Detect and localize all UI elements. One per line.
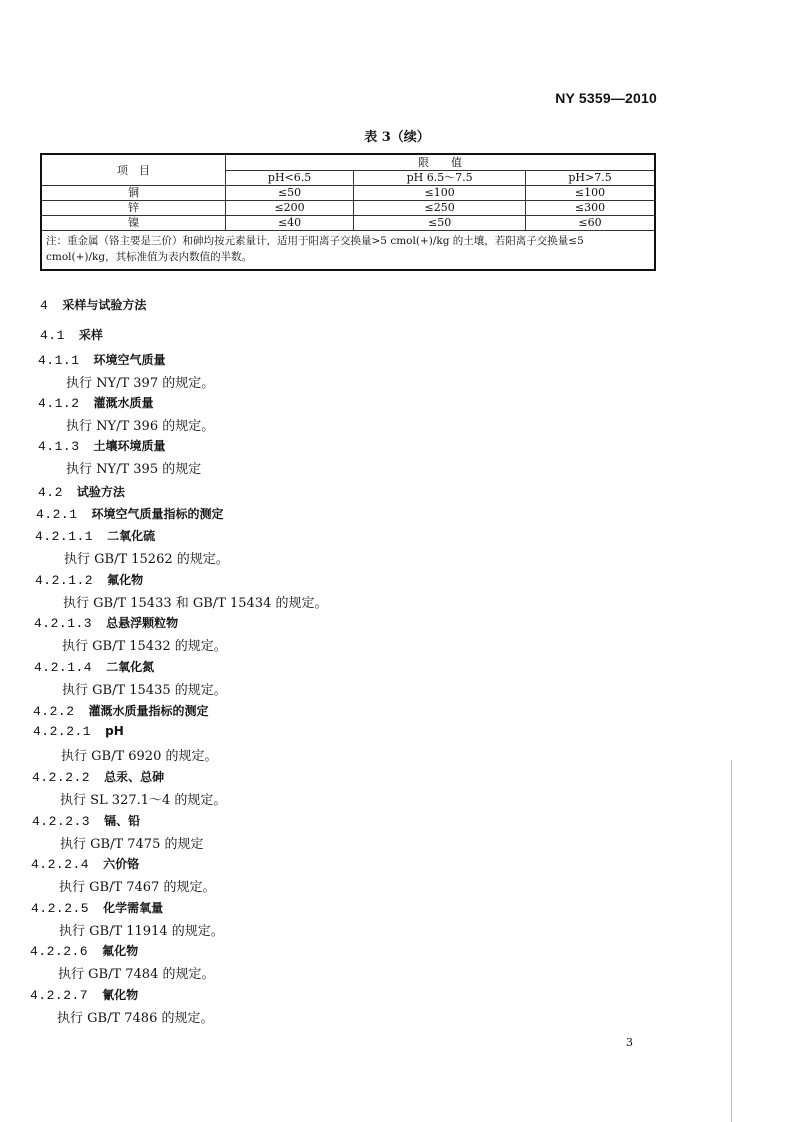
section-text: 执行 GB/T 11914 的规定。	[59, 924, 224, 939]
section-heading: 4.2 试验方法	[38, 485, 125, 500]
table-note: 注：重金属（铬主要是三价）和砷均按元素量计，适用于阳离子交换量>5 cmol(+)/kg 的土壤，若阳离子交换量≤5 cmol(+)/kg，其标准值为表内数值的半数。	[41, 231, 655, 271]
section-text: 执行 GB/T 7486 的规定。	[57, 1011, 214, 1026]
section-heading: 4.1.1 环境空气质量	[38, 353, 166, 368]
limits-table	[40, 153, 656, 271]
row-item: 锌	[41, 201, 226, 216]
row-item: 镍	[41, 216, 226, 231]
section-heading: 4.1.2 灌溉水质量	[38, 396, 154, 411]
cell-value: ≤300	[526, 201, 655, 216]
section-text: 执行 NY/T 395 的规定	[66, 462, 202, 477]
subheader-ph-mid: pH 6.5～7.5	[354, 171, 526, 186]
table-row	[41, 201, 655, 216]
section-text: 执行 GB/T 6920 的规定。	[61, 749, 218, 764]
section-heading: 4 采样与试验方法	[40, 298, 147, 313]
cell-value: ≤100	[526, 186, 655, 201]
section-heading: 4.2.1.2 氟化物	[35, 573, 144, 588]
section-heading: 4.2.2 灌溉水质量指标的测定	[33, 704, 209, 719]
cell-value: ≤200	[226, 201, 354, 216]
table-row	[41, 186, 655, 201]
section-text: 执行 NY/T 397 的规定。	[66, 376, 215, 391]
section-heading: 4.1.3 土壤环境质量	[38, 439, 166, 454]
table-header-row	[41, 154, 655, 171]
section-heading: 4.2.1.4 二氧化氮	[34, 660, 155, 675]
cell-value: ≤60	[526, 216, 655, 231]
section-heading: 4.2.2.3 镉、铅	[32, 814, 141, 829]
cell-value: ≤250	[354, 201, 526, 216]
header-item: 项 目	[41, 154, 226, 186]
subheader-ph-high: pH>7.5	[526, 171, 655, 186]
table-row	[41, 216, 655, 231]
row-item: 铜	[41, 186, 226, 201]
section-heading: 4.2.1 环境空气质量指标的测定	[36, 507, 224, 522]
section-heading: 4.2.2.2 总汞、总砷	[32, 770, 165, 785]
section-heading: 4.2.1.1 二氧化硫	[35, 529, 156, 544]
section-text: 执行 GB/T 7467 的规定。	[59, 880, 216, 895]
section-text: 执行 SL 327.1～4 的规定。	[60, 793, 227, 808]
section-heading: 4.2.1.3 总悬浮颗粒物	[34, 616, 179, 631]
section-text: 执行 GB/T 15435 的规定。	[62, 683, 227, 698]
table-caption: 表 3（续）	[364, 130, 430, 145]
section-heading: 4.2.2.6 氟化物	[30, 944, 139, 959]
table-note-row	[41, 231, 655, 271]
section-heading: 4.2.2.7 氰化物	[30, 988, 139, 1003]
section-text: 执行 GB/T 7475 的规定	[60, 837, 204, 852]
cell-value: ≤100	[354, 186, 526, 201]
header-limit: 限 值	[226, 154, 656, 171]
cell-value: ≤50	[354, 216, 526, 231]
subheader-ph-low: pH<6.5	[226, 171, 354, 186]
page-number: 3	[626, 1036, 633, 1049]
section-text: 执行 GB/T 15433 和 GB/T 15434 的规定。	[63, 596, 328, 611]
section-text: 执行 NY/T 396 的规定。	[66, 419, 215, 434]
section-heading: 4.1 采样	[40, 328, 103, 343]
section-heading: 4.2.2.5 化学需氧量	[31, 901, 164, 916]
scan-edge-line	[731, 760, 732, 1122]
cell-value: ≤40	[226, 216, 354, 231]
cell-value: ≤50	[226, 186, 354, 201]
section-text: 执行 GB/T 15262 的规定。	[64, 552, 229, 567]
section-text: 执行 GB/T 15432 的规定。	[62, 639, 227, 654]
section-heading: 4.2.2.1 pH	[33, 724, 124, 739]
section-text: 执行 GB/T 7484 的规定。	[58, 967, 215, 982]
section-heading: 4.2.2.4 六价铬	[31, 857, 140, 872]
standard-code: NY 5359—2010	[555, 90, 657, 106]
